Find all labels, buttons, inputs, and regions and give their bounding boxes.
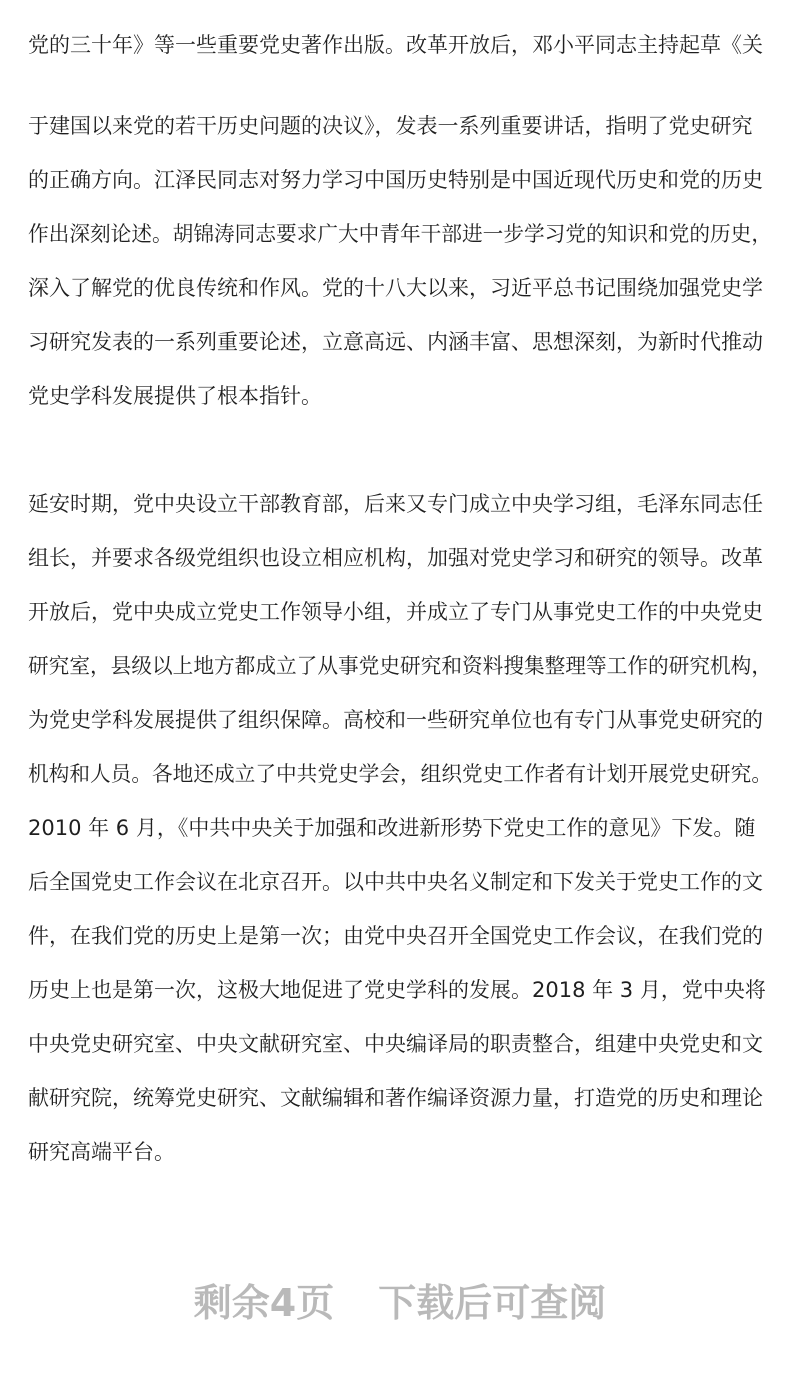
text-line: 延安时期，党中央设立干部教育部，后来又专门成立中央学习组，毛泽东同志任 [28,492,763,516]
text-line: 党的三十年》等一些重要党史著作出版。改革开放后，邓小平同志主持起草《关 [28,33,763,57]
text-line: 2010 年 6 月，《中共中央关于加强和改进新形势下党史工作的意见》下发。随 [28,816,756,840]
text-line: 研究高端平台。 [28,1140,175,1164]
text-line: 研究室，县级以上地方都成立了从事党史研究和资料搜集整理等工作的研究机构， [28,654,772,678]
text-line: 于建国以来党的若干历史问题的决议》，发表一系列重要讲话，指明了党史研究 [28,114,753,138]
text-line: 为党史学科发展提供了组织保障。高校和一些研究单位也有专门从事党史研究的 [28,708,763,732]
text-line: 件，在我们党的历史上是第一次；由党中央召开全国党史工作会议，在我们党的 [28,924,763,948]
text-line: 深入了解党的优良传统和作风。党的十八大以来，习近平总书记围绕加强党史学 [28,276,763,300]
text-line: 开放后，党中央成立党史工作领导小组，并成立了专门从事党史工作的中央党史 [28,600,763,624]
text-line: 中央党史研究室、中央文献研究室、中央编译局的职责整合，组建中央党史和文 [28,1032,763,1056]
text-line: 的正确方向。江泽民同志对努力学习中国历史特别是中国近现代历史和党的历史 [28,168,763,192]
text-line: 作出深刻论述。胡锦涛同志要求广大中青年干部进一步学习党的知识和党的历史， [28,222,772,246]
remaining-pages-label: 剩余4页 [193,1281,335,1325]
download-prompt[interactable] [0,1278,800,1328]
download-hint-label: 下载后可查阅 [378,1281,607,1325]
text-line: 组长，并要求各级党组织也设立相应机构，加强对党史学习和研究的领导。改革 [28,546,763,570]
text-line: 习研究发表的一系列重要论述，立意高远、内涵丰富、思想深刻，为新时代推动 [28,330,763,354]
text-line: 机构和人员。各地还成立了中共党史学会，组织党史工作者有计划开展党史研究。 [28,762,772,786]
text-line: 献研究院，统筹党史研究、文献编辑和著作编译资源力量，打造党的历史和理论 [28,1086,763,1110]
text-line: 党史学科发展提供了根本指针。 [28,384,322,408]
text-line: 后全国党史工作会议在北京召开。以中共中央名义制定和下发关于党史工作的文 [28,870,763,894]
text-line: 历史上也是第一次，这极大地促进了党史学科的发展。2018 年 3 月，党中央将 [28,978,766,1002]
